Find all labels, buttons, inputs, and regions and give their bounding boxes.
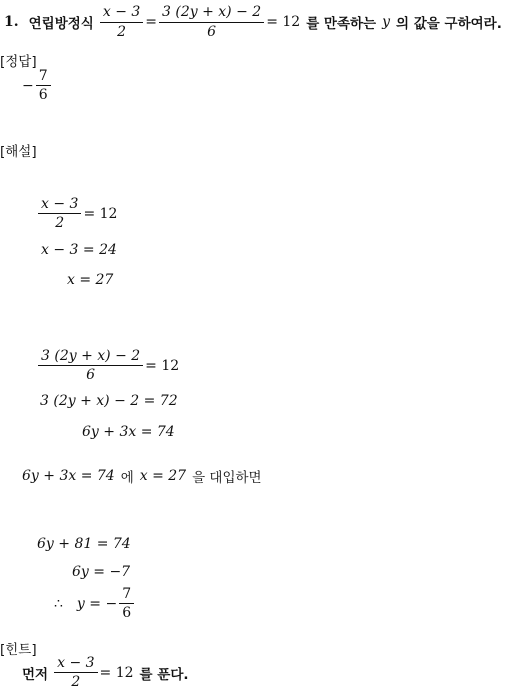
- solution-block2-rhs: = 12: [145, 357, 180, 374]
- hint-fraction: [54, 655, 97, 690]
- answer-numerator: 7: [36, 68, 51, 86]
- problem-fraction-2-denominator: 6: [207, 23, 217, 40]
- hint-label: [힌트]: [0, 642, 37, 658]
- hint-rhs: = 12: [99, 664, 134, 681]
- answer-value: [22, 68, 53, 103]
- solution-block3-numerator: 7: [119, 586, 134, 604]
- solution-block1-line2: x − 3 = 24: [41, 242, 117, 258]
- solution-label: [해설]: [0, 144, 37, 160]
- solution-block3-fraction: [119, 586, 134, 621]
- answer-label: [정답]: [0, 54, 37, 70]
- problem-equals-1: =: [145, 14, 158, 30]
- problem-fraction-1-denominator: 2: [117, 23, 127, 40]
- solution-block3-line2: 6y = −7: [72, 564, 131, 580]
- problem-lead: 연립방정식: [28, 16, 94, 32]
- problem-fraction-2: [159, 4, 264, 39]
- problem-number: 1.: [4, 14, 19, 30]
- solution-substitution: [22, 466, 262, 486]
- hint-text: [22, 655, 188, 690]
- solution-block2-denominator: 6: [86, 367, 96, 384]
- hint-denominator: 2: [71, 674, 81, 691]
- problem-fraction-1-numerator: x − 3: [100, 4, 143, 22]
- solution-block1-line3: x = 27: [67, 272, 114, 288]
- problem-statement: [4, 2, 502, 42]
- answer-sign: −: [22, 77, 34, 94]
- answer-denominator: 6: [38, 87, 48, 104]
- problem-tail-2: 의 값을 구하여라.: [396, 16, 502, 32]
- problem-fraction-2-numerator: 3 (2y + x) − 2: [159, 4, 264, 22]
- solution-block1-line1: [36, 196, 117, 231]
- problem-fraction-1: [100, 4, 143, 39]
- solution-block2-line3: 6y + 3x = 74: [82, 424, 175, 440]
- problem-variable: y: [382, 14, 391, 30]
- hint-numerator: x − 3: [54, 655, 97, 673]
- solution-block3-lhs: y = −: [76, 595, 118, 612]
- solution-subst-mid: 에: [120, 470, 134, 486]
- solution-block1-numerator: x − 3: [38, 196, 81, 214]
- solution-subst-equation-a: 6y + 3x = 74: [22, 468, 115, 484]
- solution-block1-rhs: = 12: [83, 205, 118, 222]
- solution-block2-line1: [36, 348, 179, 383]
- hint-lead: 먼저: [22, 666, 49, 683]
- solution-block3-denominator: 6: [122, 605, 132, 622]
- solution-block2-line2: 3 (2y + x) − 2 = 72: [40, 393, 178, 409]
- solution-subst-equation-b: x = 27: [139, 468, 187, 484]
- solution-subst-end: 을 대입하면: [192, 470, 262, 486]
- hint-end: 를 푼다.: [139, 666, 189, 683]
- problem-equals-2: = 12: [266, 14, 301, 30]
- solution-block1-denominator: 2: [55, 215, 65, 232]
- answer-fraction: [36, 68, 51, 103]
- solution-block1-fraction: [38, 196, 81, 231]
- solution-block3-line3: [54, 586, 136, 621]
- solution-block2-numerator: 3 (2y + x) − 2: [38, 348, 143, 366]
- therefore-symbol: ∴: [54, 595, 63, 612]
- solution-block3-line1: 6y + 81 = 74: [37, 536, 131, 552]
- solution-block2-fraction: [38, 348, 143, 383]
- problem-tail-1: 를 만족하는: [306, 16, 377, 32]
